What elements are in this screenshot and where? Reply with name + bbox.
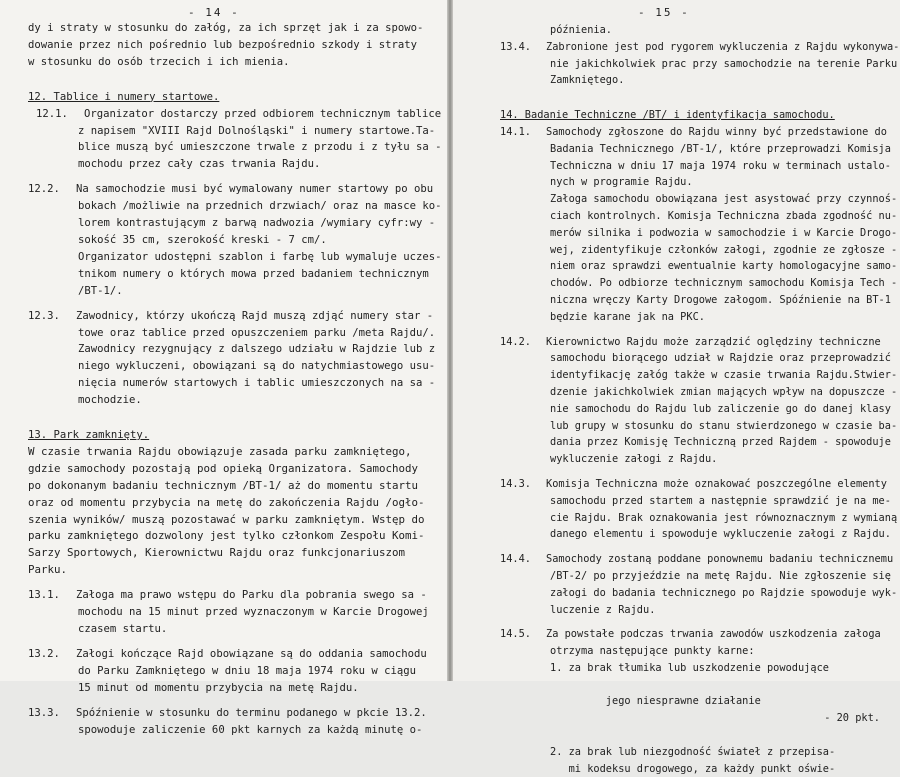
text-line: /BT-1/. (78, 284, 123, 297)
text-line: gdzie samochody pozostają pod opieką Organizatora. Samochody (28, 461, 419, 475)
text-line: tnikom numery o których mowa przed badaniem technicznym (78, 267, 429, 280)
text-line: lorem kontrastującym z barwą nadwozia /wymiary cyfr:wy - (78, 217, 436, 230)
clause-number: 14.1. (500, 125, 531, 138)
section-heading-13: 13. Park zamknięty. (28, 429, 150, 442)
clause-number: 13.1. (28, 589, 60, 602)
text-line: ciach kontrolnych. Komisja Techniczna zbada zgodność nu- (550, 209, 898, 222)
right-page (453, 0, 900, 775)
clause-number: 12.2. (28, 183, 60, 196)
clause-number: 13.3. (28, 706, 60, 719)
text-line: 14.4. Samochody zostaną poddane ponownemu badaniu technicznemu (500, 551, 892, 568)
text-line: samochodu przed startem a następnie sprawdzić je na me- (550, 494, 891, 507)
text-line: samochodu biorącego udział w Rajdzie oraz przeprowadzić (550, 352, 891, 365)
text-line: luczenie z Rajdu. (550, 603, 656, 616)
clause-number: 14.4. (500, 553, 531, 566)
text-line: Zamkniętego. (550, 74, 625, 87)
text-line: 2. za brak lub niezgodność świateł z przepisa- (550, 745, 836, 758)
clause-number: 13.2. (28, 647, 60, 660)
clause-number: 14.2. (500, 335, 531, 348)
text-line: 13.2. Załogi kończące Rajd obowiązane są do oddania samochodu (28, 646, 433, 663)
right-page-text (500, 22, 900, 777)
text-line: identyfikację załóg także w czasie trwania Rajdu.Stwier- (550, 369, 898, 382)
clause-number: 14.5. (500, 628, 531, 641)
text-line: W czasie trwania Rajdu obowiązuje zasada parku zamkniętego, (28, 444, 412, 458)
text-line: merów silnika i podwozia w samochodzie i w Karcie Drogo- (550, 226, 898, 239)
text-line: nięcia numerów startowych i tablic umieszczonych na sa - (78, 377, 436, 390)
text-line: niem oraz sprawdzi ewentualnie karty homologacyjne samo- (550, 260, 898, 273)
text-line: z napisem "XVIII Rajd Dolnośląski" i numery startowe.Ta- (78, 124, 436, 137)
section-heading-14: 14. Badanie Techniczne /BT/ i identyfikacja samochodu. (500, 109, 835, 122)
text-line: załogi do badania technicznego po Rajdzie spowoduje wyk- (550, 586, 898, 599)
text-line: 1. za brak tłumika lub uszkodzenie powodujące (550, 661, 829, 674)
text-line: będzie karane jak na PKC. (550, 310, 705, 323)
text-line: późnienia. (550, 24, 612, 36)
text-line: Parku. (28, 563, 68, 577)
text-line: spowoduje zaliczenie 60 pkt karnych za każdą minutę o- (78, 723, 423, 736)
left-page (0, 0, 447, 736)
text-line: 12.2. Na samochodzie musi być wymalowany numer startowy po obu (28, 181, 433, 198)
text-line: nie jakichkolwiek prac przy samochodzie na terenie Parku (550, 57, 898, 70)
text-line: dania przez Komisję Techniczną przed Rajdem - spowoduje (550, 436, 891, 449)
text-line: Techniczna w dniu 17 maja 1974 roku w terminach ustalo- (550, 159, 891, 172)
left-page-text (28, 20, 442, 738)
text-line: mi kodeksu drogowego, za każdy punkt oświe- (550, 762, 836, 775)
text-line: 13.1. Załoga ma prawo wstępu do Parku dla pobrania swego sa - (28, 587, 433, 604)
text-line: 14.5. Za powstałe podczas trwania zawodów uszkodzenia załoga (500, 626, 892, 643)
text-line: jego niesprawne działanie - 20 pkt. (500, 677, 892, 744)
clause-number: 14.3. (500, 477, 531, 490)
text-line: blice muszą być umieszczone trwale z przodu i z tyłu sa - (78, 141, 442, 154)
text-line: 12.3. Zawodnicy, którzy ukończą Rajd muszą zdjąć numery star - (28, 308, 433, 325)
page-number: - 14 - (188, 6, 240, 19)
text-line: Zawodnicy rezygnujący z dalszego udziału w Rajdzie lub z (78, 343, 436, 356)
text-line: 14.1. Samochody zgłoszone do Rajdu winny być przedstawione do (500, 124, 892, 141)
text-line: danego elementu i spowoduje wykluczenie załogi z Rajdu. (550, 528, 891, 541)
text-line: Sarzy Sportowych, Kierownictwu Rajdu oraz funkcjonariuszom (28, 546, 406, 560)
text-line: bokach /możliwie na przednich drzwiach/ oraz na masce ko- (78, 200, 442, 213)
text-line: Badania Technicznego /BT-1/, które przeprowadzi Komisja (550, 142, 891, 155)
text-line: Organizator udostępni szablon i farbę lub wymaluje uczes- (78, 250, 442, 263)
text-line: po dokonanym badaniu technicznym /BT-1/ aż do momentu startu (28, 478, 419, 492)
text-line: do Parku Zamkniętego w dniu 18 maja 1974 roku w ciągu (78, 664, 417, 677)
text-line: nie samochodu do Rajdu lub zaliczenie go do danej klasy (550, 402, 891, 415)
text-line: Załoga samochodu obowiązana jest asystować przy czynnoś- (550, 193, 898, 206)
text-line: 14.2. Kierownictwo Rajdu może zarządzić oględziny techniczne (500, 334, 892, 351)
text-line: nych w programie Rajdu. (550, 176, 693, 189)
text-line: wej, zidentyfikuje członków załogi, zgodnie ze zgłosze - (550, 243, 898, 256)
text-line: dy i straty w stosunku do załóg, za ich sprzęt jak i za spowo- (28, 22, 424, 34)
text-line: cie Rajdu. Brak oznakowania jest równoznacznym z wymianą (550, 511, 898, 524)
text-line: chodów. Po odbiorze technicznym samochodu Komisja Tech - (550, 277, 898, 290)
text-line: parku zamkniętego dozwolony jest tylko członkom Zespołu Komi- (28, 529, 425, 543)
text-line: niego wykluczeni, obowiązani są do natychmiastowego usu- (78, 360, 436, 373)
clause-number: 12.3. (28, 309, 60, 322)
text-line: /BT-2/ po przyjeździe na metę Rajdu. Nie zgłoszenie się (550, 569, 891, 582)
text-line: mochodu na 15 minut przed wyznaczonym w Karcie Drogowej (78, 606, 429, 619)
clause-number: 13.4. (500, 40, 531, 53)
penalty-points: - 20 pkt. (824, 712, 880, 725)
text-line: niczna wręczy Karty Drogowe załogom. Spóźnienie na BT-1 (550, 293, 891, 306)
text-line: dowanie przez nich pośrednio lub bezpośrednio szkody i straty (28, 38, 418, 51)
text-line: mochodu przez cały czas trwania Rajdu. (78, 158, 321, 171)
text-line: lub grupy w stosunku do stanu stwierdzonego w czasie ba- (550, 419, 898, 432)
text-line: 13.3. Spóźnienie w stosunku do terminu podanego w pkcie 13.2. (28, 705, 433, 722)
text-line: 14.3. Komisja Techniczna może oznakować poszczególne elementy (500, 476, 892, 493)
text-line: szenia wyników/ muszą pozostawać w parku zamkniętym. Wstęp do (28, 512, 425, 526)
page-number: - 15 - (638, 6, 690, 19)
text-line: 15 minut od momentu przybycia na metę Rajdu. (78, 681, 359, 694)
text-line: otrzyma następujące punkty karne: (550, 645, 755, 658)
section-heading-12: 12. Tablice i numery startowe. (28, 90, 220, 103)
text-line: oraz od momentu przybycia na metę do zakończenia Rajdu /ogło- (28, 495, 425, 509)
text-line: towe oraz tablice przed opuszczeniem parku /meta Rajdu/. (78, 326, 436, 339)
text-line: czasem startu. (78, 623, 168, 635)
text-line: w stosunku do osób trzecich i ich mienia. (28, 55, 290, 68)
text-line: mochodzie. (78, 394, 142, 407)
text-line: dzenie jakichkolwiek zmian mających wpływ na dopuszcze - (550, 385, 898, 398)
text-line: wykluczenie załogi z Rajdu. (550, 453, 718, 466)
text-line: sokość 35 cm, szerokość kreski - 7 cm/. (78, 233, 327, 246)
text-line: 13.4. Zabronione jest pod rygorem wykluczenia z Rajdu wykonywa- (500, 39, 892, 56)
clause-number: 12.1. (36, 107, 68, 120)
text-line: 12.1. Organizator dostarczy przed odbiorem technicznym tablice (28, 106, 433, 123)
